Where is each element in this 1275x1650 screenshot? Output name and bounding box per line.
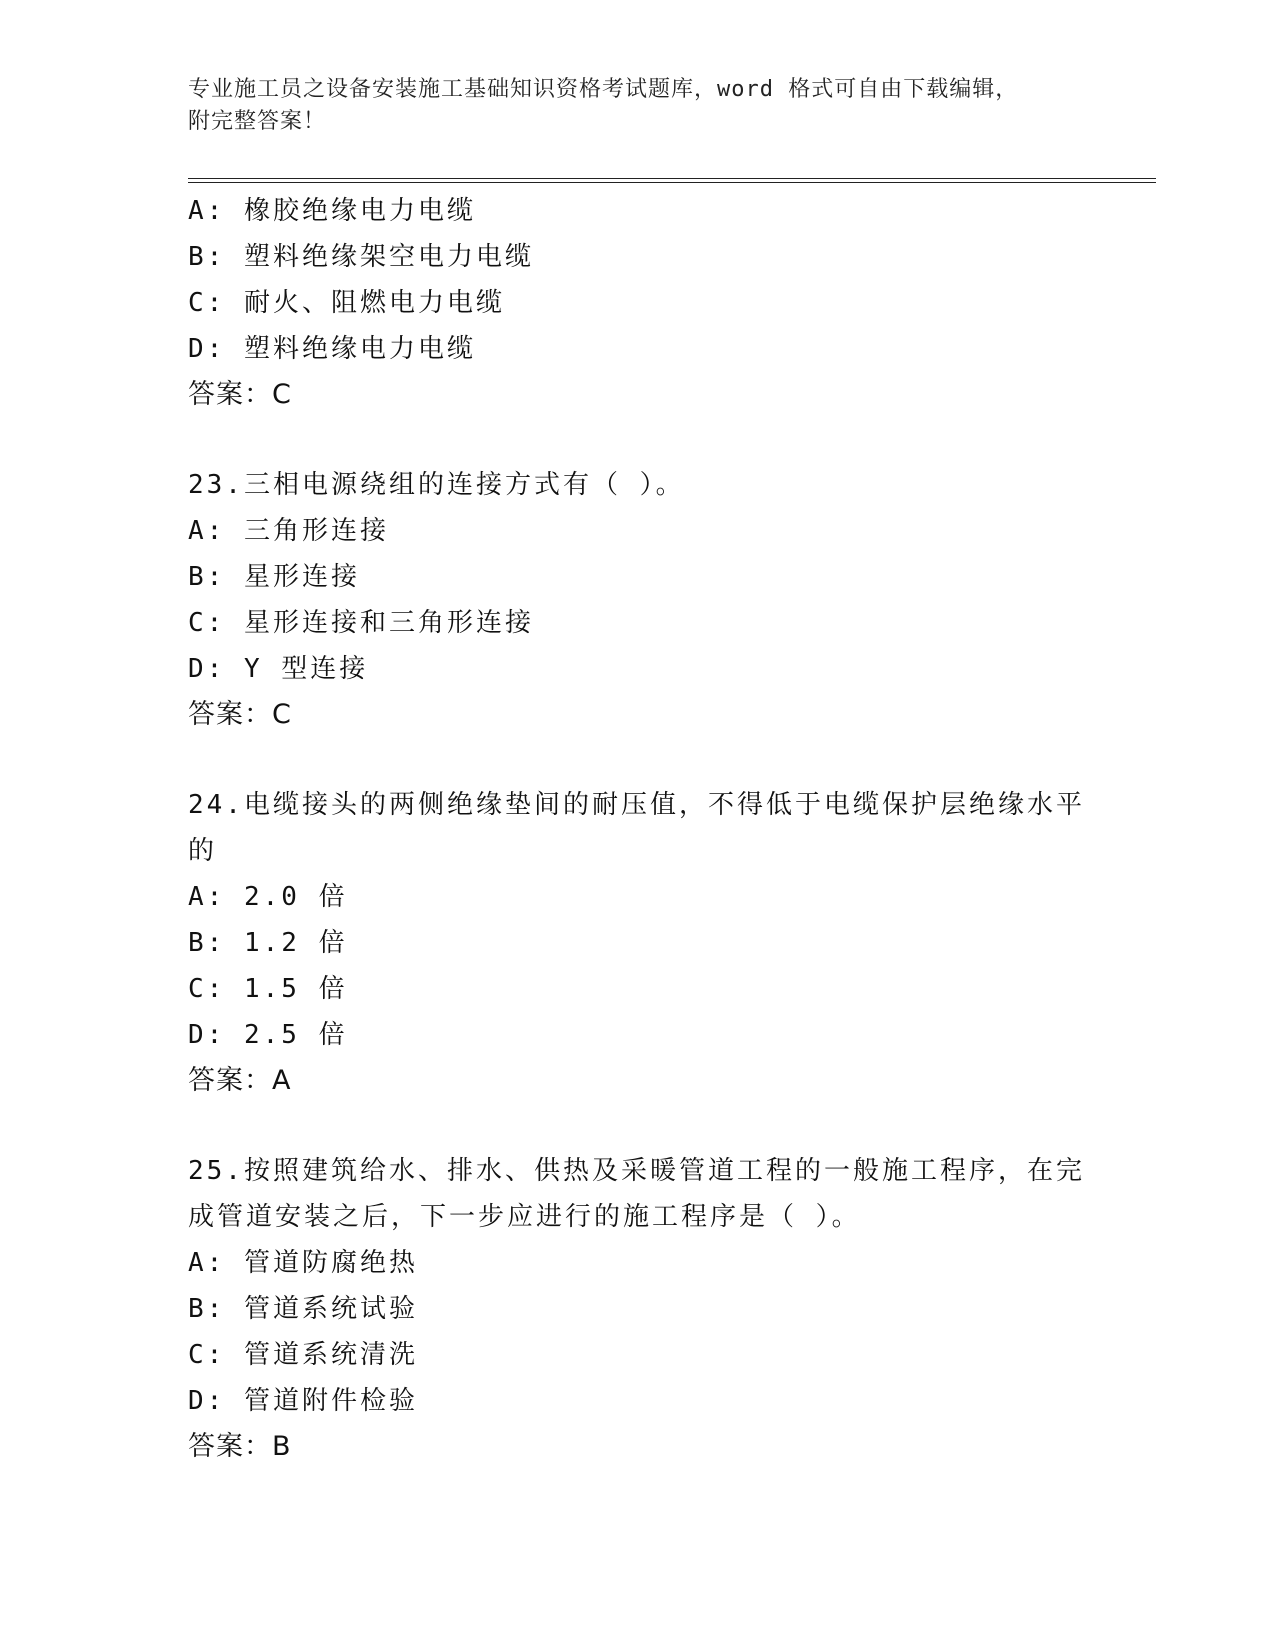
question-22 — [188, 188, 1088, 418]
answer-line: 答案：C — [188, 699, 292, 730]
question-stem-continued: 成管道安装之后，下一步应进行的施工程序是（ ）。 — [188, 1202, 861, 1232]
option-a: A: 管道防腐绝热 — [188, 1248, 418, 1278]
option-a: A: 2.0 倍 — [188, 882, 348, 912]
option-b: B: 1.2 倍 — [188, 928, 348, 958]
question-spacer — [188, 418, 1088, 462]
answer-line: 答案：C — [188, 379, 292, 410]
document-header — [188, 74, 1088, 138]
option-c: C: 耐火、阻燃电力电缆 — [188, 288, 505, 318]
answer-line: 答案：B — [188, 1431, 292, 1462]
option-d: D: 2.5 倍 — [188, 1020, 348, 1050]
option-b: B: 塑料绝缘架空电力电缆 — [188, 242, 534, 272]
option-d: D: 塑料绝缘电力电缆 — [188, 334, 476, 364]
question-stem: 23.三相电源绕组的连接方式有（ ）。 — [188, 470, 685, 500]
option-c: C: 1.5 倍 — [188, 974, 348, 1004]
option-d: D: Y 型连接 — [188, 654, 369, 684]
option-d: D: 管道附件检验 — [188, 1386, 418, 1416]
question-stem: 25.按照建筑给水、排水、供热及采暖管道工程的一般施工程序，在完 — [188, 1156, 1085, 1186]
header-line-1: 专业施工员之设备安装施工基础知识资格考试题库，word 格式可自由下载编辑， — [188, 77, 1019, 102]
question-spacer — [188, 738, 1088, 782]
answer-line: 答案：A — [188, 1065, 292, 1096]
option-b: B: 星形连接 — [188, 562, 360, 592]
question-list — [188, 188, 1088, 1470]
question-stem: 24.电缆接头的两侧绝缘垫间的耐压值，不得低于电缆保护层绝缘水平 — [188, 790, 1085, 820]
option-a: A: 橡胶绝缘电力电缆 — [188, 196, 476, 226]
question-25 — [188, 1148, 1088, 1470]
question-23 — [188, 462, 1088, 738]
header-line-2: 附完整答案！ — [188, 109, 327, 134]
option-c: C: 管道系统清洗 — [188, 1340, 418, 1370]
header-rule-top — [188, 178, 1156, 179]
question-24 — [188, 782, 1088, 1104]
option-a: A: 三角形连接 — [188, 516, 389, 546]
option-b: B: 管道系统试验 — [188, 1294, 418, 1324]
option-c: C: 星形连接和三角形连接 — [188, 608, 534, 638]
question-stem-continued: 的 — [188, 836, 218, 866]
header-rule-bottom — [188, 182, 1156, 183]
question-spacer — [188, 1104, 1088, 1148]
